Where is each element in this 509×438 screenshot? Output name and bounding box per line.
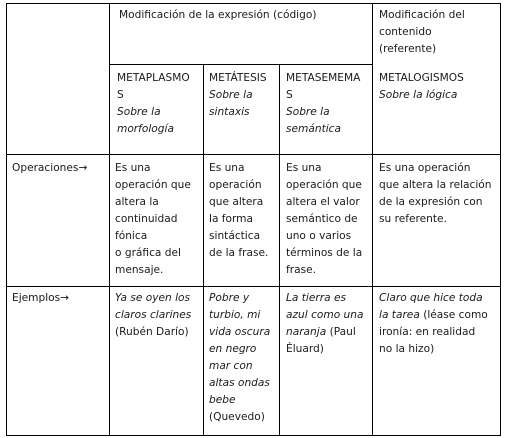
cell-line (379, 341, 488, 358)
cell-text: Éluard) (286, 343, 324, 355)
row-label-operaciones (12, 160, 87, 177)
subheader-metasememas (286, 70, 360, 138)
cell-text: operación que (115, 179, 191, 191)
cell-line (286, 341, 363, 358)
cell-text: de la expresión con (379, 196, 483, 208)
header-referent (379, 7, 465, 58)
header-referent-line: (referente) (379, 43, 437, 55)
cell-text: Es una (209, 162, 245, 174)
cell-line (209, 307, 270, 324)
subheader-note: Sobre la lógica (379, 89, 458, 101)
cell-text: frase. (286, 264, 316, 276)
table-cell (115, 290, 191, 341)
cell-line (115, 262, 191, 279)
subheader-bottom-border (6, 154, 501, 155)
cell-text: operación que (286, 179, 362, 191)
cell-text: semántico de (286, 213, 358, 225)
cell-line (379, 194, 492, 211)
cell-text: La tierra es (286, 292, 346, 304)
subheader-name: S (117, 89, 124, 101)
cell-text: continuidad (115, 213, 178, 225)
cell-text: mensaje. (115, 264, 164, 276)
cell-line (209, 211, 268, 228)
col-divider-3 (279, 64, 280, 436)
col-divider-4 (372, 3, 373, 436)
cell-line (209, 160, 268, 177)
cell-text: (léase como (419, 309, 488, 321)
cell-text: o gráfica del (115, 247, 181, 259)
table-cell (209, 290, 270, 426)
table-cell (209, 160, 268, 262)
subheader-name: METÁTESIS (209, 72, 267, 84)
col-divider-2 (203, 64, 204, 436)
subheader-note: semántica (286, 123, 341, 135)
cell-line (209, 324, 270, 341)
row-label-text: Ejemplos (12, 292, 61, 304)
row-label-text: Operaciones (12, 162, 79, 174)
cell-text: la tarea (379, 309, 420, 321)
subheader-note: Sobre la (209, 89, 253, 101)
cell-text: Es una (286, 162, 322, 174)
header-code: Modificación de la expresión (código) (119, 9, 317, 21)
header-referent-line: Modificación del (379, 9, 465, 21)
cell-line (286, 228, 362, 245)
cell-text: naranja (286, 326, 327, 338)
cell-text: mar con (209, 360, 253, 372)
cell-text: (Quevedo) (209, 411, 265, 423)
cell-text: Pobre y (209, 292, 250, 304)
cell-text: de la frase. (209, 247, 269, 259)
table-cell (379, 160, 492, 228)
cell-line (209, 290, 270, 307)
cell-line (115, 290, 191, 307)
cell-line (379, 307, 488, 324)
cell-text: operación (209, 179, 262, 191)
subheader-metaplasmos (117, 70, 190, 138)
cell-line (209, 177, 268, 194)
table-right-border (500, 3, 501, 436)
subheader-note: Sobre la (117, 106, 161, 118)
cell-text: términos de la (286, 247, 363, 259)
arrow-right-icon: → (60, 292, 70, 304)
table-cell (286, 290, 363, 358)
subheader-name: S (286, 89, 293, 101)
subheader-note: sintaxis (209, 106, 250, 118)
cell-line (115, 211, 191, 228)
cell-text: la forma (209, 213, 253, 225)
table-cell (115, 160, 191, 279)
cell-text: no la hizo) (379, 343, 435, 355)
cell-line (209, 375, 270, 392)
subheader-name: METASEMEMA (286, 72, 361, 84)
cell-line (286, 307, 363, 324)
cell-line (286, 290, 363, 307)
cell-line (115, 177, 191, 194)
cell-line (115, 160, 191, 177)
subheader-note: morfología (117, 123, 174, 135)
cell-line (209, 194, 268, 211)
cell-line (115, 324, 191, 341)
subheader-metalogismos (379, 70, 464, 104)
cell-text: que altera la relación (379, 179, 492, 191)
arrow-right-icon: → (78, 162, 88, 174)
cell-text: Claro que hice toda (379, 292, 483, 304)
cell-text: altera el valor (286, 196, 360, 208)
cell-text: Ya se oyen los (115, 292, 191, 304)
cell-line (379, 290, 488, 307)
cell-line (286, 177, 362, 194)
cell-text: sintáctica (209, 230, 261, 242)
table-left-border (6, 3, 7, 436)
cell-line (286, 324, 363, 341)
cell-line (286, 160, 362, 177)
cell-line (379, 177, 492, 194)
subheader-metatesis (209, 70, 267, 121)
cell-text: altas ondas (209, 377, 270, 389)
subheader-name: METAPLASMO (117, 72, 190, 84)
cell-line (379, 211, 492, 228)
cell-line (209, 392, 270, 409)
subheader-name: METALOGISMOS (379, 72, 464, 84)
cell-line (286, 211, 362, 228)
cell-text: Es una operación (379, 162, 471, 174)
cell-line (286, 194, 362, 211)
cell-line (286, 245, 362, 262)
cell-text: altera la (115, 196, 159, 208)
table-cell (286, 160, 362, 279)
cell-line (115, 307, 191, 324)
cell-text: su referente. (379, 213, 447, 225)
cell-line (379, 160, 492, 177)
header-divider (109, 64, 372, 65)
cell-line (209, 245, 268, 262)
cell-line (286, 262, 362, 279)
table-bottom-border (6, 435, 501, 436)
cell-text: claros clarines (115, 309, 192, 321)
cell-text: vida oscura (209, 326, 271, 338)
header-referent-line: contenido (379, 26, 432, 38)
cell-text: uno o varios (286, 230, 352, 242)
col-divider-1 (109, 3, 110, 436)
cell-line (209, 409, 270, 426)
cell-text: azul como una (286, 309, 364, 321)
cell-line (209, 341, 270, 358)
cell-line (379, 324, 488, 341)
cell-text: que altera (209, 196, 264, 208)
cell-text: turbio, mi (209, 309, 261, 321)
table-cell (379, 290, 488, 358)
subheader-note: Sobre la (286, 106, 330, 118)
cell-line (209, 228, 268, 245)
row-divider (6, 286, 501, 287)
cell-text: en negro (209, 343, 257, 355)
cell-line (115, 194, 191, 211)
table-top-border (6, 3, 501, 4)
cell-text: Es una (115, 162, 151, 174)
row-label-ejemplos (12, 290, 69, 307)
cell-line (115, 245, 191, 262)
cell-text: bebe (209, 394, 236, 406)
cell-text: (Rubén Darío) (115, 326, 189, 338)
cell-text: ironía: en realidad (379, 326, 476, 338)
cell-line (115, 228, 191, 245)
cell-text: (Paul (326, 326, 356, 338)
cell-line (209, 358, 270, 375)
cell-text: fónica (115, 230, 148, 242)
